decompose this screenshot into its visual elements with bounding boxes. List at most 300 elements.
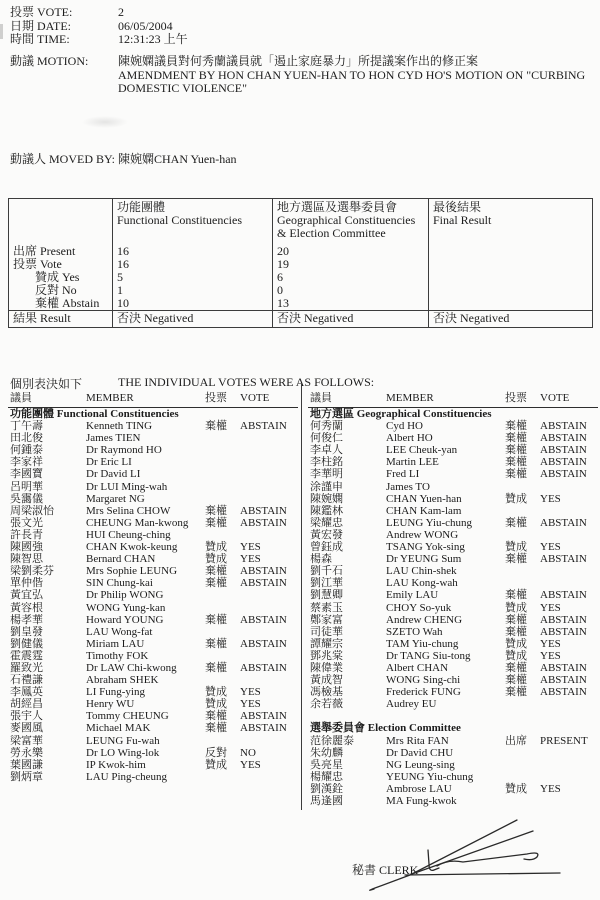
- member-name-en: HUI Cheung-ching: [86, 528, 171, 541]
- summary-fc-value: 16: [113, 258, 273, 271]
- member-name-en: Frederick FUNG: [386, 686, 461, 699]
- summary-fc-value: 16: [113, 245, 273, 258]
- member-vote-en: YES: [540, 492, 561, 505]
- member-name-en: Bernard CHAN: [86, 553, 156, 566]
- member-row: [8, 456, 298, 468]
- member-row: [8, 529, 298, 541]
- member-vote-zh: 棄權: [505, 674, 527, 687]
- member-name-zh: 鄧兆棠: [310, 649, 343, 662]
- member-row: [308, 444, 598, 456]
- summary-fc-value: 10: [113, 297, 273, 310]
- member-row: [8, 577, 298, 589]
- member-row: [8, 553, 298, 565]
- member-vote-zh: [205, 481, 240, 493]
- member-row: [8, 420, 298, 432]
- member-name-en: Andrew CHENG: [386, 613, 463, 626]
- member-vote-en: YES: [240, 553, 261, 566]
- member-name-zh: 梁劉柔芬: [10, 565, 54, 578]
- member-name-en: MA Fung-kwok: [386, 795, 457, 807]
- scan-smudge: [82, 116, 128, 128]
- member-vote-en: YES: [540, 637, 561, 650]
- member-name-zh: 陳鑑林: [310, 504, 343, 517]
- member-name-zh: 馬逢國: [310, 795, 343, 807]
- member-name-en: Miriam LAU: [86, 637, 145, 650]
- summary-gc-value: 6: [273, 271, 429, 284]
- member-vote-en: ABSTAIN: [540, 444, 587, 457]
- member-vote-zh: 棄權: [205, 420, 227, 433]
- functional-member-list: [8, 420, 298, 783]
- member-vote-zh: 棄權: [505, 420, 527, 433]
- member-vote-zh: 反對: [205, 746, 227, 759]
- member-vote-en: ABSTAIN: [240, 565, 287, 578]
- member-vote-en: [240, 650, 298, 662]
- member-vote-en: [240, 589, 298, 601]
- member-vote-en: ABSTAIN: [540, 686, 587, 699]
- member-name-en: CHAN Yuen-han: [386, 492, 462, 505]
- member-row: [308, 493, 598, 505]
- member-vote-zh: 棄權: [205, 577, 227, 590]
- member-name-en: CHEUNG Man-kwong: [86, 516, 189, 529]
- member-row: [308, 589, 598, 601]
- clerk-label: 秘書 CLERK: [352, 863, 419, 877]
- summary-gc-value: 19: [273, 258, 429, 271]
- member-name-en: WONG Yung-kan: [86, 601, 166, 614]
- member-vote-en: [240, 602, 298, 614]
- member-row: [8, 735, 298, 747]
- member-row: [8, 468, 298, 480]
- summary-fc-value: 5: [113, 271, 273, 284]
- member-vote-en: ABSTAIN: [540, 613, 587, 626]
- member-row: [308, 420, 598, 432]
- member-vote-zh: 棄權: [505, 661, 527, 674]
- member-vote-zh: [205, 444, 240, 456]
- motion-text-en: AMENDMENT BY HON CHAN YUEN-HAN TO HON CYD HO'S MOTION ON "CURBING DOMESTIC VIOLENCE": [118, 67, 586, 95]
- member-name-en: Timothy FOK: [86, 649, 149, 662]
- member-vote-en: YES: [240, 686, 261, 699]
- member-name-en: LAU Wong-fat: [86, 625, 153, 638]
- member-vote-zh: [505, 698, 540, 710]
- member-name-en: Dr LAW Chi-kwong: [86, 661, 177, 674]
- member-vote-zh: 棄權: [505, 625, 527, 638]
- member-vote-zh: 棄權: [505, 613, 527, 626]
- member-vote-en: NO: [240, 746, 256, 759]
- individual-votes-title-en: THE INDIVIDUAL VOTES WERE AS FOLLOWS:: [118, 375, 375, 389]
- member-name-en: WONG Sing-chi: [386, 674, 461, 687]
- section-geographical-constituencies: 地方選區 Geographical Constituencies: [310, 408, 492, 420]
- member-name-zh: 何秀蘭: [310, 420, 343, 433]
- member-name-zh: 劉千石: [310, 565, 343, 578]
- member-vote-zh: [505, 747, 540, 759]
- member-vote-zh: 贊成: [505, 541, 527, 554]
- header-vote-en: VOTE: [240, 392, 270, 404]
- header-member-zh: 議員: [10, 392, 32, 404]
- member-vote-en: ABSTAIN: [540, 420, 587, 433]
- member-name-en: Howard YOUNG: [86, 613, 164, 626]
- member-row: [8, 759, 298, 771]
- member-name-en: SIN Chung-kai: [86, 577, 153, 590]
- member-vote-en: ABSTAIN: [540, 553, 587, 566]
- member-row: [8, 602, 298, 614]
- member-vote-zh: [505, 565, 540, 577]
- member-name-en: Dr LUI Ming-wah: [86, 480, 168, 493]
- member-vote-zh: 棄權: [205, 661, 227, 674]
- member-name-zh: 梁富華: [10, 734, 43, 747]
- member-row: [8, 626, 298, 638]
- member-name-zh: 呂明華: [10, 480, 43, 493]
- member-row: [308, 456, 598, 468]
- member-name-en: Mrs Sophie LEUNG: [86, 565, 178, 578]
- member-vote-zh: 贊成: [505, 492, 527, 505]
- member-name-zh: 田北俊: [10, 432, 43, 445]
- time-label: 時間 TIME:: [10, 32, 70, 46]
- member-vote-en: ABSTAIN: [540, 468, 587, 481]
- member-name-en: CHOY So-yuk: [386, 601, 452, 614]
- header-member-zh: 議員: [310, 392, 332, 404]
- member-vote-zh: [205, 626, 240, 638]
- member-name-en: Ambrose LAU: [386, 782, 452, 795]
- member-vote-en: [540, 795, 598, 807]
- member-name-zh: 李華明: [310, 468, 343, 481]
- member-row: [8, 747, 298, 759]
- member-name-zh: 朱幼麟: [310, 746, 343, 759]
- member-name-en: CHAN Kam-lam: [386, 504, 462, 517]
- time-value: 12:31:23 上午: [118, 32, 188, 46]
- member-name-en: Dr TANG Siu-tong: [386, 649, 471, 662]
- header-member-en: MEMBER: [86, 392, 134, 404]
- member-name-zh: 李卓人: [310, 444, 343, 457]
- member-vote-en: ABSTAIN: [240, 710, 287, 723]
- member-name-zh: 何鍾泰: [10, 444, 43, 457]
- member-vote-en: ABSTAIN: [240, 504, 287, 517]
- member-name-zh: 李家祥: [10, 456, 43, 469]
- member-vote-zh: [505, 577, 540, 589]
- member-vote-zh: 贊成: [205, 553, 227, 566]
- member-name-en: Audrey EU: [386, 698, 437, 711]
- member-row: [308, 638, 598, 650]
- member-vote-zh: 贊成: [205, 541, 227, 554]
- member-vote-zh: 棄權: [505, 456, 527, 469]
- member-vote-zh: 贊成: [505, 649, 527, 662]
- individual-votes-title: [10, 375, 590, 392]
- member-vote-zh: 棄權: [505, 516, 527, 529]
- member-name-zh: 吳亮星: [310, 758, 343, 771]
- member-name-en: James TIEN: [86, 432, 141, 445]
- member-row: [308, 553, 598, 565]
- motion-row: [10, 55, 592, 96]
- member-vote-zh: 棄權: [505, 589, 527, 602]
- summary-header-final-result: 最後結果 Final Result: [433, 200, 492, 227]
- member-row: [8, 493, 298, 505]
- member-vote-zh: [205, 468, 240, 480]
- summary-row-label: 投票 Vote: [13, 257, 62, 271]
- member-row: [308, 771, 598, 783]
- member-row: [8, 541, 298, 553]
- member-vote-en: PRESENT: [540, 734, 588, 747]
- member-row: [308, 674, 598, 686]
- scan-edge-mark: [0, 24, 3, 39]
- member-vote-zh: [205, 674, 240, 686]
- summary-row: [9, 271, 592, 284]
- member-vote-en: YES: [540, 782, 561, 795]
- member-name-en: Kenneth TING: [86, 420, 153, 433]
- member-vote-en: YES: [240, 758, 261, 771]
- member-vote-zh: [205, 432, 240, 444]
- member-vote-en: ABSTAIN: [540, 516, 587, 529]
- member-name-en: Dr Eric LI: [86, 456, 132, 469]
- member-vote-en: [540, 577, 598, 589]
- member-name-zh: 黃宜弘: [10, 589, 43, 602]
- summary-final-value: [429, 284, 592, 297]
- member-row: [308, 626, 598, 638]
- member-vote-en: YES: [240, 541, 261, 554]
- member-vote-zh: 贊成: [205, 698, 227, 711]
- member-name-en: Dr David CHU: [386, 746, 454, 759]
- member-name-en: Dr LO Wing-lok: [86, 746, 160, 759]
- header-vote-zh: 投票: [205, 392, 227, 404]
- member-row: [308, 662, 598, 674]
- geographical-votes-table: [308, 392, 598, 807]
- clerk-signature: [295, 812, 600, 900]
- member-vote-zh: 棄權: [205, 722, 227, 735]
- member-row: [8, 565, 298, 577]
- member-name-en: Margaret NG: [86, 492, 145, 505]
- member-vote-en: [240, 493, 298, 505]
- member-name-zh: 陳國強: [10, 541, 43, 554]
- member-name-zh: 余若薇: [310, 698, 343, 711]
- member-row: [308, 517, 598, 529]
- member-vote-zh: [205, 589, 240, 601]
- member-vote-zh: 棄權: [205, 613, 227, 626]
- summary-row: [9, 245, 592, 258]
- header-vote-en: VOTE: [540, 392, 570, 404]
- summary-header-row: [9, 199, 592, 245]
- member-row: [8, 698, 298, 710]
- header-member-en: MEMBER: [386, 392, 434, 404]
- member-name-zh: 石禮謙: [10, 674, 43, 687]
- member-name-en: Dr Philip WONG: [86, 589, 164, 602]
- member-row: [8, 481, 298, 493]
- member-vote-en: [540, 481, 598, 493]
- member-name-zh: 勞永樂: [10, 746, 43, 759]
- member-vote-en: [540, 505, 598, 517]
- member-name-en: Abraham SHEK: [86, 674, 159, 687]
- member-name-zh: 羅致光: [10, 661, 43, 674]
- member-vote-en: [240, 529, 298, 541]
- member-vote-zh: 棄權: [505, 444, 527, 457]
- member-vote-en: [240, 674, 298, 686]
- member-name-en: Dr David LI: [86, 468, 141, 481]
- member-row: [308, 602, 598, 614]
- member-name-zh: 黃宏發: [310, 528, 343, 541]
- member-name-zh: 何俊仁: [310, 432, 343, 445]
- member-name-zh: 李鳳英: [10, 686, 43, 699]
- moved-by-label: 動議人 MOVED BY:: [10, 152, 115, 166]
- member-vote-en: [240, 432, 298, 444]
- summary-header-functional: 功能團體 Functional Constituencies: [113, 199, 273, 245]
- member-row: [8, 650, 298, 662]
- summary-row: [9, 297, 592, 310]
- member-name-zh: 梁耀忠: [310, 516, 343, 529]
- member-row: [8, 614, 298, 626]
- member-vote-en: YES: [540, 649, 561, 662]
- result-final: 否決 Negatived: [433, 311, 510, 325]
- member-vote-zh: 棄權: [205, 565, 227, 578]
- member-name-en: Albert HO: [386, 432, 433, 445]
- member-vote-zh: 棄權: [205, 516, 227, 529]
- member-row: [8, 686, 298, 698]
- member-vote-en: [540, 565, 598, 577]
- member-name-zh: 張宇人: [10, 710, 43, 723]
- member-row: [308, 614, 598, 626]
- member-name-zh: 楊森: [310, 553, 332, 566]
- member-name-zh: 葉國謙: [10, 758, 43, 771]
- member-name-zh: 單仲偕: [10, 577, 43, 590]
- vote-header: [10, 6, 590, 47]
- member-name-zh: 劉慧卿: [310, 589, 343, 602]
- member-vote-en: ABSTAIN: [240, 577, 287, 590]
- member-vote-en: [540, 529, 598, 541]
- member-name-zh: 劉漢銓: [310, 782, 343, 795]
- member-name-zh: 劉皇發: [10, 625, 43, 638]
- summary-gc-value: 0: [273, 284, 429, 297]
- member-row: [308, 735, 598, 747]
- member-name-en: LEUNG Fu-wah: [86, 734, 160, 747]
- member-vote-zh: [505, 529, 540, 541]
- member-row: [8, 771, 298, 783]
- summary-row-label: 反對 No: [35, 283, 77, 297]
- member-vote-en: ABSTAIN: [540, 456, 587, 469]
- member-vote-zh: 棄權: [205, 637, 227, 650]
- member-vote-en: [240, 456, 298, 468]
- member-vote-en: ABSTAIN: [540, 589, 587, 602]
- member-name-zh: 劉健儀: [10, 637, 43, 650]
- member-vote-en: ABSTAIN: [240, 661, 287, 674]
- member-row: [308, 529, 598, 541]
- moved-by-value: 陳婉嫻CHAN Yuen-han: [118, 152, 237, 166]
- member-vote-zh: 棄權: [505, 553, 527, 566]
- member-vote-en: ABSTAIN: [240, 516, 287, 529]
- member-vote-zh: 棄權: [205, 504, 227, 517]
- member-vote-en: ABSTAIN: [240, 722, 287, 735]
- member-name-en: IP Kwok-him: [86, 758, 146, 771]
- member-table-header-right: [308, 392, 598, 408]
- member-row: [8, 505, 298, 517]
- member-name-en: James TO: [386, 480, 430, 493]
- member-row: [8, 674, 298, 686]
- summary-body: [9, 245, 592, 310]
- member-name-zh: 蔡素玉: [310, 601, 343, 614]
- member-vote-zh: [205, 493, 240, 505]
- summary-gc-value: 20: [273, 245, 429, 258]
- member-name-zh: 涂謹申: [310, 480, 343, 493]
- member-vote-zh: [205, 735, 240, 747]
- member-vote-en: [240, 444, 298, 456]
- member-vote-zh: [505, 481, 540, 493]
- summary-table: [8, 198, 593, 328]
- member-row: [8, 710, 298, 722]
- member-name-en: Albert CHAN: [386, 661, 449, 674]
- member-name-en: LAU Chin-shek: [386, 565, 457, 578]
- member-name-zh: 胡經昌: [10, 698, 43, 711]
- member-name-en: SZETO Wah: [386, 625, 443, 638]
- member-name-en: Dr Raymond HO: [86, 444, 162, 457]
- member-name-en: Dr YEUNG Sum: [386, 553, 462, 566]
- result-fc: 否決 Negatived: [113, 311, 273, 327]
- member-name-en: TSANG Yok-sing: [386, 541, 465, 554]
- member-name-zh: 范徐麗泰: [310, 734, 354, 747]
- member-name-en: Michael MAK: [86, 722, 151, 735]
- result-label: 結果 Result: [9, 311, 113, 327]
- member-vote-zh: 贊成: [205, 686, 227, 699]
- member-vote-zh: 棄權: [505, 686, 527, 699]
- member-vote-en: [240, 735, 298, 747]
- member-name-zh: 李國寶: [10, 468, 43, 481]
- summary-row-label-cell: [9, 297, 113, 310]
- section-functional-constituencies: 功能團體 Functional Constituencies: [10, 408, 179, 420]
- member-row: [308, 759, 598, 771]
- member-row: [8, 589, 298, 601]
- member-table-header-left: [8, 392, 298, 408]
- member-name-en: NG Leung-sing: [386, 758, 455, 771]
- member-vote-zh: 贊成: [505, 637, 527, 650]
- member-row: [8, 444, 298, 456]
- summary-final-value: [429, 297, 592, 310]
- member-vote-en: [540, 759, 598, 771]
- member-name-zh: 劉炳章: [10, 770, 43, 783]
- member-name-zh: 麥國風: [10, 722, 43, 735]
- member-name-zh: 吳靄儀: [10, 492, 43, 505]
- member-vote-en: [240, 481, 298, 493]
- member-name-zh: 周梁淑怡: [10, 504, 54, 517]
- motion-text-zh: 陳婉嫻議員對何秀蘭議員就「遏止家庭暴力」所提議案作出的修正案: [118, 54, 479, 68]
- member-name-zh: 陳智思: [10, 553, 43, 566]
- member-row: [308, 468, 598, 480]
- moved-by-row: [10, 150, 590, 167]
- member-name-en: Martin LEE: [386, 456, 439, 469]
- member-name-en: LEUNG Yiu-chung: [386, 516, 473, 529]
- summary-final-value: [429, 245, 592, 258]
- member-row: [308, 783, 598, 795]
- member-vote-zh: [505, 795, 540, 807]
- member-row: [308, 565, 598, 577]
- member-name-zh: 曾鈺成: [310, 541, 343, 554]
- member-row: [8, 638, 298, 650]
- member-row: [308, 686, 598, 698]
- member-vote-zh: 棄權: [505, 432, 527, 445]
- member-name-en: LAU Ping-cheung: [86, 770, 167, 783]
- member-vote-en: ABSTAIN: [540, 661, 587, 674]
- member-row: [308, 432, 598, 444]
- member-row: [308, 795, 598, 807]
- summary-final-value: [429, 258, 592, 271]
- header-vote-zh: 投票: [505, 392, 527, 404]
- member-vote-zh: 棄權: [205, 710, 227, 723]
- column-divider: [301, 384, 302, 810]
- section-gap: [308, 710, 598, 722]
- member-vote-zh: [505, 759, 540, 771]
- member-vote-zh: 出席: [505, 734, 527, 747]
- member-name-en: Cyd HO: [386, 420, 423, 433]
- member-name-zh: 楊孝華: [10, 613, 43, 626]
- member-vote-zh: [205, 529, 240, 541]
- member-name-en: CHAN Kwok-keung: [86, 541, 178, 554]
- member-name-en: Mrs Selina CHOW: [86, 504, 171, 517]
- member-name-zh: 司徒華: [310, 625, 343, 638]
- member-vote-en: YES: [240, 698, 261, 711]
- summary-row-label: 出席 Present: [13, 244, 76, 258]
- member-vote-en: ABSTAIN: [540, 625, 587, 638]
- member-row: [308, 481, 598, 493]
